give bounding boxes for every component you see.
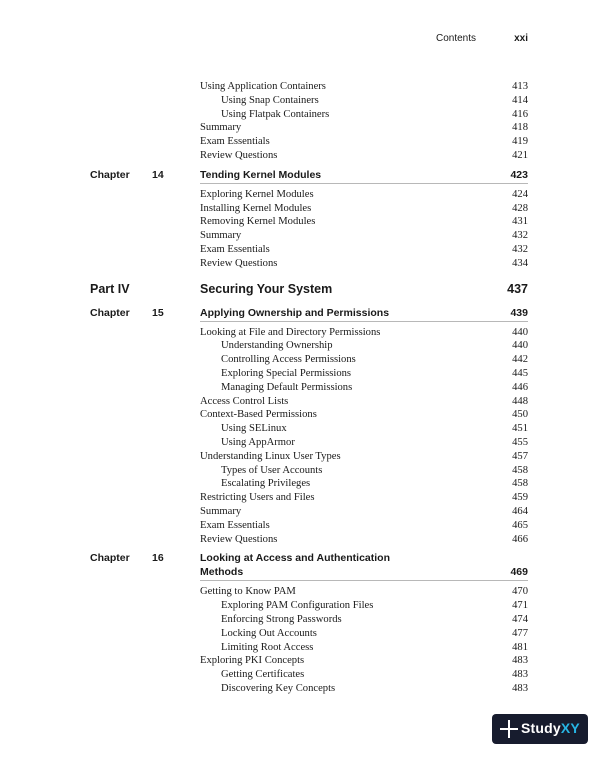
toc-entry[interactable] (0, 326, 612, 340)
chapter-page: 469 (510, 566, 528, 579)
chapter-number: 16 (152, 552, 164, 565)
chapter-number: 14 (152, 168, 164, 181)
entry-page: 481 (512, 641, 528, 653)
studyxy-watermark[interactable] (492, 714, 588, 744)
entry-page: 483 (512, 669, 528, 681)
toc-entry[interactable] (0, 682, 612, 696)
plus-icon (498, 718, 520, 740)
entry-title: Exploring PAM Configuration Files (221, 600, 374, 612)
toc-entry[interactable] (0, 408, 612, 422)
entry-title: Using Flatpak Containers (221, 108, 330, 120)
entry-title: Summary (200, 122, 242, 134)
toc-entry[interactable] (0, 627, 612, 641)
toc-entry[interactable] (0, 654, 612, 668)
chapter-rule (200, 183, 528, 184)
entry-page: 434 (512, 257, 528, 269)
entry-page: 466 (512, 533, 528, 545)
entry-page: 428 (512, 202, 528, 214)
entry-page: 451 (512, 423, 528, 435)
chapter-rule (200, 580, 528, 581)
header-title: Contents (436, 33, 477, 44)
entry-page: 448 (512, 395, 528, 407)
entry-page: 477 (512, 627, 528, 639)
entry-title: Removing Kernel Modules (200, 216, 316, 228)
entry-title: Exploring Special Permissions (221, 368, 352, 379)
entry-page: 471 (512, 600, 528, 612)
entry-title: Getting Certificates (221, 669, 305, 681)
chapter-label: Chapter (90, 552, 130, 565)
entry-page: 483 (512, 683, 528, 694)
entry-page: 431 (512, 216, 528, 228)
entry-title: Using Application Containers (200, 81, 326, 92)
chapter-heading[interactable] (0, 168, 612, 182)
entry-title: Understanding Ownership (221, 340, 333, 352)
entry-title: Controlling Access Permissions (221, 354, 356, 366)
toc-entry[interactable] (0, 108, 612, 122)
entry-page: 459 (512, 492, 528, 504)
chapter-heading[interactable] (0, 306, 612, 320)
entry-title: Review Questions (200, 533, 278, 545)
toc-entry[interactable] (0, 505, 612, 519)
entry-page: 458 (512, 464, 528, 476)
entry-page: 450 (512, 409, 528, 421)
entry-page: 458 (512, 478, 528, 490)
part-page: 437 (507, 281, 528, 296)
toc-entry[interactable] (0, 533, 612, 547)
part-title: Securing Your System (200, 281, 333, 296)
toc-entry[interactable] (0, 94, 612, 108)
chapter-title: Looking at Access and Authentication (200, 552, 390, 565)
chapter-rule (200, 321, 528, 322)
entry-title: Managing Default Permissions (221, 381, 353, 393)
entry-title: Summary (200, 506, 242, 517)
entry-title: Review Questions (200, 150, 278, 161)
entry-title: Access Control Lists (200, 395, 289, 407)
entry-page: 470 (512, 586, 528, 598)
entry-title: Summary (200, 230, 242, 242)
entry-title: Enforcing Strong Passwords (221, 614, 342, 625)
toc-entry[interactable] (0, 135, 612, 149)
entry-title: Understanding Linux User Types (200, 450, 341, 462)
entry-title: Exam Essentials (200, 519, 270, 531)
entry-page: 455 (512, 437, 528, 448)
entry-page: 421 (512, 150, 528, 161)
entry-title: Limiting Root Access (221, 641, 314, 653)
entry-title: Exam Essentials (200, 136, 270, 148)
toc-entry[interactable] (0, 599, 612, 613)
toc-entry[interactable] (0, 202, 612, 216)
entry-page: 440 (512, 340, 528, 352)
table-of-contents (0, 80, 612, 700)
part-label: Part IV (90, 281, 130, 296)
toc-entry[interactable] (0, 519, 612, 533)
entry-page: 424 (512, 188, 528, 200)
entry-page: 413 (512, 81, 528, 92)
entry-title: Getting to Know PAM (200, 586, 296, 598)
entry-page: 414 (512, 94, 528, 106)
toc-entry[interactable] (0, 188, 612, 202)
entry-title: Escalating Privileges (221, 478, 311, 490)
entry-title: Review Questions (200, 257, 278, 269)
chapter-title: Applying Ownership and Permissions (200, 306, 390, 319)
entry-title: Locking Out Accounts (221, 627, 317, 639)
chapter-title-line2: Methods (200, 566, 244, 579)
entry-page: 474 (512, 614, 528, 625)
entry-title: Using SELinux (221, 423, 287, 435)
entry-page: 445 (512, 368, 528, 379)
running-header (0, 33, 612, 47)
entry-page: 465 (512, 519, 528, 531)
entry-page: 432 (512, 230, 528, 242)
entry-title: Context-Based Permissions (200, 409, 317, 421)
toc-entry[interactable] (0, 395, 612, 409)
entry-title: Exam Essentials (200, 244, 270, 255)
toc-entry[interactable] (0, 491, 612, 505)
toc-entry[interactable] (0, 243, 612, 257)
entry-page: 483 (512, 655, 528, 667)
entry-title: Discovering Key Concepts (221, 683, 336, 694)
toc-entry[interactable] (0, 477, 612, 491)
entry-page: 442 (512, 354, 528, 366)
entry-title: Restricting Users and Files (200, 492, 315, 504)
entry-page: 419 (512, 136, 528, 148)
toc-entry[interactable] (0, 149, 612, 163)
header-page-number: xxi (514, 33, 528, 44)
entry-page: 457 (512, 450, 528, 462)
toc-entry[interactable] (0, 668, 612, 682)
entry-page: 446 (512, 381, 528, 393)
entry-page: 416 (512, 108, 528, 120)
entry-title: Exploring Kernel Modules (200, 188, 314, 200)
toc-entry[interactable] (0, 381, 612, 395)
chapter-page: 423 (510, 168, 528, 181)
toc-entry[interactable] (0, 641, 612, 655)
toc-entry[interactable] (0, 229, 612, 243)
toc-entry[interactable] (0, 80, 612, 94)
watermark-brand: StudyXY (521, 720, 580, 736)
entry-page: 464 (512, 506, 528, 517)
entry-title: Types of User Accounts (221, 464, 323, 476)
entry-title: Installing Kernel Modules (200, 202, 312, 214)
toc-entry[interactable] (0, 339, 612, 353)
entry-title: Exploring PKI Concepts (200, 655, 305, 667)
toc-entry[interactable] (0, 464, 612, 478)
chapter-label: Chapter (90, 306, 130, 319)
chapter-number: 15 (152, 306, 164, 319)
toc-entry[interactable] (0, 367, 612, 381)
toc-entry[interactable] (0, 353, 612, 367)
entry-title: Using AppArmor (221, 437, 295, 448)
part-heading[interactable] (0, 281, 612, 297)
toc-entry[interactable] (0, 121, 612, 135)
toc-entry[interactable] (0, 450, 612, 464)
chapter-page: 439 (510, 306, 528, 319)
entry-page: 418 (512, 122, 528, 134)
toc-entry[interactable] (0, 257, 612, 271)
entry-page: 432 (512, 244, 528, 255)
entry-title: Looking at File and Directory Permissions (200, 326, 381, 338)
toc-entry[interactable] (0, 215, 612, 229)
entry-page: 440 (512, 326, 528, 338)
toc-entry[interactable] (0, 613, 612, 627)
chapter-title: Tending Kernel Modules (200, 168, 322, 181)
toc-entry[interactable] (0, 436, 612, 450)
toc-entry[interactable] (0, 422, 612, 436)
toc-entry[interactable] (0, 585, 612, 599)
chapter-heading[interactable] (0, 551, 612, 579)
entry-title: Using Snap Containers (221, 94, 319, 106)
chapter-label: Chapter (90, 168, 130, 181)
